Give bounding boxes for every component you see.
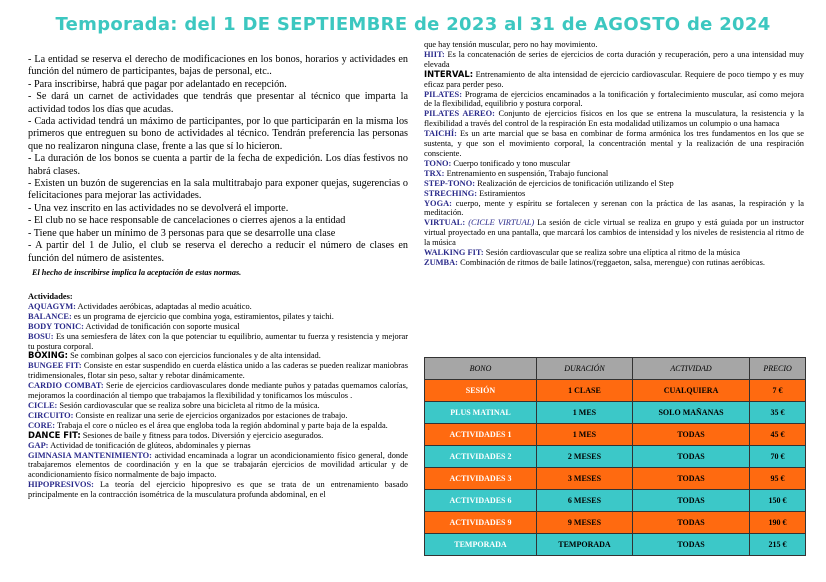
precio-cell: 7 € bbox=[750, 380, 806, 402]
activity-item bbox=[28, 411, 408, 421]
activity-item bbox=[28, 332, 408, 352]
rule-item: - A partir del 1 de Julio, el club se reserva el derecho a reducir el número de clases en función del número de asistentes. bbox=[28, 240, 408, 264]
activity-name: BOXING: bbox=[28, 350, 69, 361]
activity-description: La sesión de cicle virtual se realiza en grupo y está guiada por un instructor virtual proyectado en una pantalla, que marcará los cambios de intensidad y los niveles de resistencia al ritmo de la música bbox=[424, 218, 804, 248]
precio-cell: 150 € bbox=[750, 490, 806, 512]
price-table bbox=[424, 357, 806, 556]
activity-description: Conjunto de ejercicios físicos en los que se entrena la musculatura, la resistencia y la flexibilidad a través del control de la respiración En esta modalidad utilizamos un columpio o una hamaca bbox=[424, 109, 804, 129]
precio-cell: 95 € bbox=[750, 468, 806, 490]
activity-item bbox=[28, 451, 408, 481]
activity-name: CICLE: bbox=[28, 400, 58, 410]
price-table-header bbox=[425, 358, 806, 380]
header-actividad: ACTIVIDAD bbox=[632, 358, 749, 380]
activity-name: AQUAGYM: bbox=[28, 301, 76, 311]
actividad-cell: CUALQUIERA bbox=[632, 380, 749, 402]
activity-description: Entrenamiento en suspensión, Trabajo funcional bbox=[444, 168, 609, 178]
activity-description: Sesión cardiovascular que se realiza sobre una bicicleta al ritmo de la música. bbox=[57, 400, 320, 410]
bono-cell: ACTIVIDADES 9 bbox=[425, 512, 537, 534]
header-precio: PRECIO bbox=[750, 358, 806, 380]
activity-name: BALANCE: bbox=[28, 311, 72, 321]
activity-item bbox=[424, 109, 804, 129]
actividad-cell: SOLO MAÑANAS bbox=[632, 402, 749, 424]
activity-description: Combinación de ritmos de baile latinos/(reggaeton, salsa, merengue) con rutinas aeróbicas. bbox=[457, 257, 765, 267]
price-row bbox=[425, 446, 806, 468]
activity-name: GIMNASIA MANTENIMIENTO: bbox=[28, 450, 152, 460]
duracion-cell: 2 MESES bbox=[536, 446, 632, 468]
activity-item bbox=[424, 169, 804, 179]
activity-description: Actividad de tonificación con soporte musical bbox=[83, 321, 240, 331]
duracion-cell: TEMPORADA bbox=[536, 534, 632, 556]
activity-name: PILATES AEREO: bbox=[424, 109, 495, 119]
activity-description: Cuerpo tonificado y tono muscular bbox=[451, 158, 571, 168]
bono-cell: SESIÓN bbox=[425, 380, 537, 402]
actividad-cell: TODAS bbox=[632, 490, 749, 512]
activity-description: Es la concatenación de series de ejercicios de corta duración y recuperación, pero a una intensidad muy elevada bbox=[424, 49, 804, 69]
duracion-cell: 1 CLASE bbox=[536, 380, 632, 402]
activity-name: YOGA: bbox=[424, 198, 452, 208]
activity-item bbox=[28, 322, 408, 332]
activity-description: Serie de ejercicios cardiovasculares donde mediante puños y patadas quemamos calorías, mejoramos la coordinación al tiempo que trabajamos la flexibilidad y tonificamos los músculos . bbox=[28, 381, 408, 401]
activity-name: GAP: bbox=[28, 440, 49, 450]
activity-item bbox=[424, 70, 804, 90]
precio-cell: 35 € bbox=[750, 402, 806, 424]
activity-description: Sesión cardiovascular que se realiza sobre una elíptica al ritmo de la música bbox=[483, 248, 741, 258]
activity-item bbox=[424, 258, 804, 268]
activity-item bbox=[28, 431, 408, 441]
activity-item bbox=[424, 248, 804, 258]
activity-item bbox=[424, 50, 804, 70]
price-row bbox=[425, 534, 806, 556]
precio-cell: 70 € bbox=[750, 446, 806, 468]
rule-item: - Una vez inscrito en las actividades no se devolverá el importe. bbox=[28, 202, 289, 214]
activity-name: VIRTUAL: bbox=[424, 218, 466, 228]
duracion-cell: 6 MESES bbox=[536, 490, 632, 512]
actividad-cell: TODAS bbox=[632, 468, 749, 490]
activity-item bbox=[424, 189, 804, 199]
activity-item bbox=[424, 218, 804, 248]
activity-subtitle: (CICLE VIRTUAL) bbox=[468, 218, 535, 228]
activity-name: TONO: bbox=[424, 158, 452, 168]
header-bono: BONO bbox=[425, 358, 537, 380]
right-column bbox=[424, 40, 804, 268]
activity-description: actividad encaminada a lograr un acondicionamiento físico general, donde trabajaremos elementos de coordinación y en la que se trabajarán ejercicios de movilidad articular y de acondicionamiento físico normalmente de bajo impacto. bbox=[28, 450, 408, 480]
bono-cell: ACTIVIDADES 2 bbox=[425, 446, 537, 468]
activity-description: Entrenamiento de alta intensidad de ejercicio cardiovascular. Requiere de poco tiempo y es muy eficaz para perder peso. bbox=[424, 69, 804, 89]
actividad-cell: TODAS bbox=[632, 512, 749, 534]
activity-name: TAICHÍ: bbox=[424, 129, 457, 139]
rules-list bbox=[28, 54, 408, 265]
duracion-cell: 1 MES bbox=[536, 402, 632, 424]
activity-item bbox=[424, 159, 804, 169]
activity-description: Estiramientos bbox=[477, 188, 526, 198]
price-row bbox=[425, 512, 806, 534]
activity-item bbox=[424, 199, 804, 219]
activity-item bbox=[424, 179, 804, 189]
activity-name: BODY TONIC: bbox=[28, 321, 84, 331]
rule-item: - Cada actividad tendrá un máximo de participantes, por lo que participarán en la misma los primeros que entreguen su bono de actividades al técnico. Tendrán preferencia las personas que no realizaron ninguna clase, frente a las que sí lo hicieron. bbox=[28, 116, 408, 152]
activities-list-left bbox=[28, 302, 408, 500]
activity-description: Es un arte marcial que se basa en combinar de forma armónica los tres fundamentos en los que se sustenta, y que son el movimiento corporal, la concentración mental y la realización de una respiración consciente. bbox=[424, 129, 804, 158]
activity-name: CIRCUITO: bbox=[28, 410, 74, 420]
activity-name: HIIT: bbox=[424, 49, 445, 59]
activity-name: PILATES: bbox=[424, 89, 463, 99]
rule-item: - Existen un buzón de sugerencias en la sala multitrabajo para exponer quejas, sugerencias o felicitaciones para mejorar las actividades. bbox=[28, 178, 408, 202]
activity-description: Se combinan golpes al saco con ejercicios funcionales y de alta intensidad. bbox=[68, 351, 321, 361]
activity-name: BUNGEE FIT: bbox=[28, 361, 82, 371]
activities-heading: Actividades: bbox=[28, 291, 73, 301]
activity-description: Consiste en estar suspendido en cuerda elástica unido a las caderas se pueden realizar maniobras tridimensionales, flotar sin peso, saltar y rebotar dinámicamente. bbox=[28, 361, 409, 381]
activity-description: Trabaja el core o núcleo es el área que engloba toda la región abdominal y parte baja de la espalda. bbox=[55, 420, 388, 430]
activity-description: cuerpo, mente y espíritu se fortalecen y serenan con la práctica de las asanas, la respiración y la meditación. bbox=[424, 198, 804, 218]
activity-name: CARDIO COMBAT: bbox=[28, 381, 104, 391]
activity-item bbox=[28, 401, 408, 411]
actividad-cell: TODAS bbox=[632, 424, 749, 446]
activity-description: Programa de ejercicios encaminados a la tonificación y fortalecimiento muscular, así como mejora de la flexibilidad, equilibrio y postura corporal. bbox=[424, 89, 804, 109]
activity-item bbox=[28, 302, 408, 312]
activity-name: TRX: bbox=[424, 168, 445, 178]
activities-list-right bbox=[424, 40, 804, 268]
price-row bbox=[425, 380, 806, 402]
rule-item: - La duración de los bonos se cuenta a partir de la fecha de expedición. Los días festivos no habrá clases. bbox=[28, 153, 408, 177]
activity-item bbox=[28, 421, 408, 431]
activity-description: La teoría del ejercicio hipopresivo es que se trata de un entrenamiento basado principalmente en la contracción isométrica de la musculatura profunda abdominal, en el bbox=[28, 480, 408, 500]
bono-cell: PLUS MATINAL bbox=[425, 402, 537, 424]
activity-item bbox=[28, 312, 408, 322]
activity-item bbox=[28, 441, 408, 451]
rule-item: - El club no se hace responsable de cancelaciones o cierres ajenos a la entidad bbox=[28, 215, 346, 227]
activity-description: Consiste en realizar una serie de ejercicios organizados por estaciones de trabajo. bbox=[73, 410, 348, 420]
activity-name: STRECHING: bbox=[424, 188, 478, 198]
rule-item: - La entidad se reserva el derecho de modificaciones en los bonos, horarios y actividades en función del número de participantes, bajas de personal, etc.. bbox=[28, 54, 408, 78]
duracion-cell: 9 MESES bbox=[536, 512, 632, 534]
activity-description: Realización de ejercicios de tonificación utilizando el Step bbox=[475, 178, 674, 188]
precio-cell: 190 € bbox=[750, 512, 806, 534]
activity-description: Actividades aeróbicas, adaptadas al medio acuático. bbox=[75, 301, 252, 311]
activity-description: Actividad de tonificación de glúteos, abdominales y piernas bbox=[48, 440, 251, 450]
bono-cell: ACTIVIDADES 6 bbox=[425, 490, 537, 512]
activity-item bbox=[28, 480, 408, 500]
activity-name: ZUMBA: bbox=[424, 257, 458, 267]
activity-name: HIPOPRESIVOS: bbox=[28, 480, 94, 490]
activity-item bbox=[424, 40, 804, 50]
activity-description: es un programa de ejercicio que combina yoga, estiramientos, pilates y taichi. bbox=[71, 311, 334, 321]
activity-name: INTERVAL: bbox=[424, 68, 474, 79]
activity-item bbox=[424, 129, 804, 159]
activity-description: Sesiones de baile y fitness para todos. Diversión y ejercicio asegurados. bbox=[80, 430, 324, 440]
activity-name: DANCE FIT: bbox=[28, 429, 81, 440]
bono-cell: ACTIVIDADES 3 bbox=[425, 468, 537, 490]
precio-cell: 215 € bbox=[750, 534, 806, 556]
price-row bbox=[425, 424, 806, 446]
rule-item: - Se dará un carnet de actividades que tendrás que presentar al técnico que imparta la actividad todos los días que acudas. bbox=[28, 91, 408, 115]
activity-item bbox=[424, 90, 804, 110]
bono-cell: TEMPORADA bbox=[425, 534, 537, 556]
price-row bbox=[425, 402, 806, 424]
activity-name: BOSU: bbox=[28, 331, 54, 341]
duracion-cell: 1 MES bbox=[536, 424, 632, 446]
activity-name: STEP-TONO: bbox=[424, 178, 476, 188]
header-duracion: DURACIÓN bbox=[536, 358, 632, 380]
activity-name: WALKING FIT: bbox=[424, 248, 484, 258]
activity-item bbox=[28, 351, 408, 361]
activity-item bbox=[28, 361, 408, 381]
actividad-cell: TODAS bbox=[632, 534, 749, 556]
activity-item bbox=[28, 381, 408, 401]
page-title: Temporada: del 1 DE SEPTIEMBRE de 2023 al 31 de AGOSTO de 2024 bbox=[55, 14, 771, 35]
rule-item: - Tiene que haber un mínimo de 3 personas para que se desarrolle una clase bbox=[28, 227, 336, 239]
bono-cell: ACTIVIDADES 1 bbox=[425, 424, 537, 446]
activity-name: CORE: bbox=[28, 420, 55, 430]
actividad-cell: TODAS bbox=[632, 446, 749, 468]
activity-description: que hay tensión muscular, pero no hay movimiento. bbox=[424, 40, 598, 49]
activity-description: Es una semiesfera de látex con la que potenciar tu equilibrio, aumentar tu fuerza y resistencia y mejorar tu postura corporal. bbox=[28, 331, 408, 351]
disclaimer: El hecho de inscribirse implica la aceptación de estas normas. bbox=[32, 267, 242, 277]
price-row bbox=[425, 490, 806, 512]
price-row bbox=[425, 468, 806, 490]
rule-item: - Para inscribirse, habrá que pagar por adelantado en recepción. bbox=[28, 78, 287, 90]
precio-cell: 45 € bbox=[750, 424, 806, 446]
left-column bbox=[28, 54, 408, 500]
duracion-cell: 3 MESES bbox=[536, 468, 632, 490]
